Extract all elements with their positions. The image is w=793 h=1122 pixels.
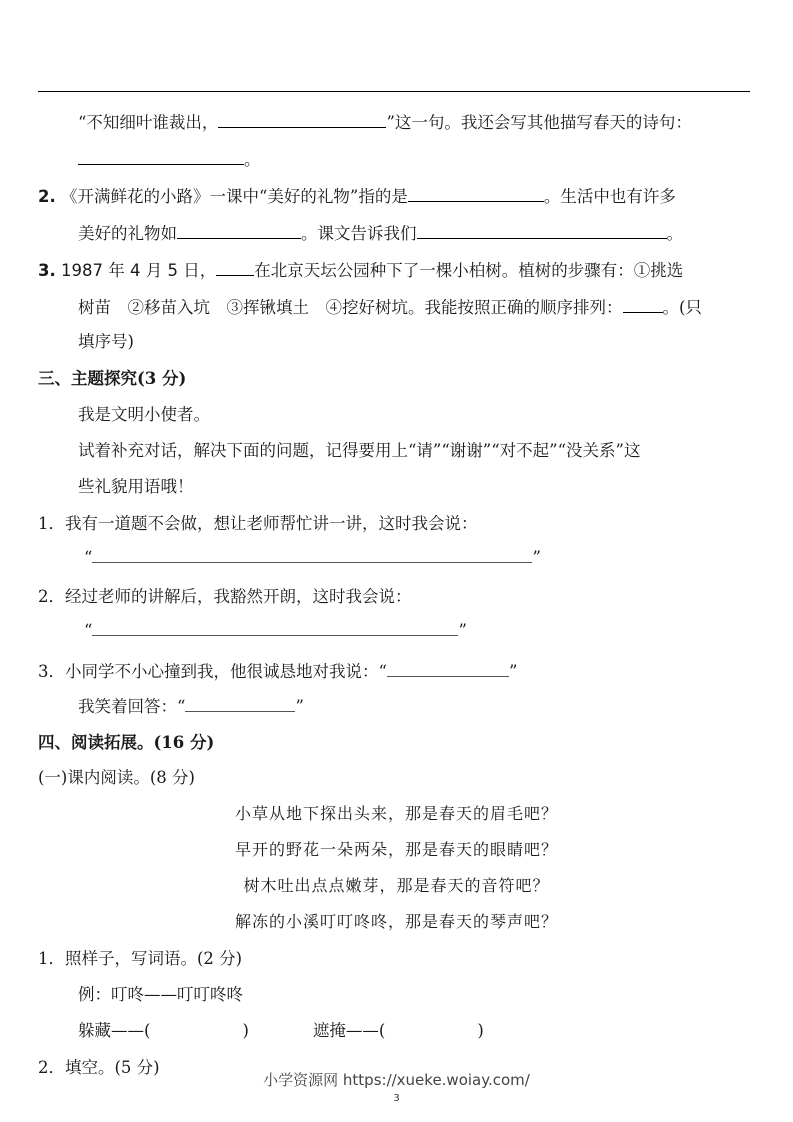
q3-line3 xyxy=(78,331,134,353)
answer-blank[interactable] xyxy=(408,185,544,202)
section3-heading: 三、主题探究(3 分) xyxy=(38,369,187,388)
close-quote: ” xyxy=(295,697,304,716)
answer-blank[interactable] xyxy=(387,660,509,677)
open-quote: “ xyxy=(84,548,93,567)
section3-q2: 2．经过老师的讲解后，我豁然开朗，这时我会说： xyxy=(38,587,412,606)
close-quote: ” xyxy=(458,621,467,640)
section3-q2-answer xyxy=(84,619,467,642)
q3-text-a: 在北京天坛公园种下了一棵小柏树。植树的步骤有：①挑选 xyxy=(254,261,684,280)
item-zheyan: 遮掩——( xyxy=(312,1021,386,1040)
q1-line2 xyxy=(78,148,261,171)
close-quote: ” xyxy=(508,662,518,681)
period: 。 xyxy=(244,150,261,169)
answer-blank[interactable] xyxy=(78,148,244,165)
q2-text-c: 美好的礼物如 xyxy=(78,224,177,243)
q1-line1 xyxy=(78,111,692,134)
answer-blank[interactable] xyxy=(185,695,295,712)
q2-text-b: 。生活中也有许多 xyxy=(543,187,676,206)
section4-q1-items xyxy=(78,1020,484,1042)
section3-intro1: 我是文明小使者。 xyxy=(78,405,210,424)
answer-blank[interactable] xyxy=(216,259,254,276)
page-number: 3 xyxy=(393,1093,400,1104)
q2-text-a: 《开满鲜花的小路》一课中“美好的礼物”指的是 xyxy=(61,187,408,206)
section3-intro2-line2: 些礼貌用语哦！ xyxy=(78,477,194,496)
close-quote: ” xyxy=(532,548,541,567)
section4-heading: 四、阅读拓展。(16 分) xyxy=(38,733,215,752)
q3-text-c: 。(只 xyxy=(662,298,702,317)
section4-q2: 2．填空。(5 分) xyxy=(38,1058,160,1077)
reply-prompt: 我笑着回答：“ xyxy=(78,697,186,716)
period: 。 xyxy=(666,224,683,243)
open-quote: “ xyxy=(84,621,93,640)
q2-line2 xyxy=(78,222,683,245)
section3-q3-reply xyxy=(78,695,304,718)
footer-watermark-link[interactable]: 小学资源网 https://xueke.woiay.com/ xyxy=(263,1071,530,1089)
poem-line-4: 解冻的小溪叮叮咚咚，那是春天的琴声吧？ xyxy=(234,912,558,931)
poem-line-2: 早开的野花一朵两朵，那是春天的眼睛吧？ xyxy=(234,840,558,859)
q1-text-a: “不知细叶谁裁出， xyxy=(78,113,219,132)
answer-blank[interactable] xyxy=(92,546,532,563)
section3-q1-answer xyxy=(84,546,541,569)
section3-q1: 1．我有一道题不会做，想让老师帮忙讲一讲，这时我会说： xyxy=(38,514,478,533)
answer-blank[interactable] xyxy=(218,111,386,128)
q3-text-d: 填序号) xyxy=(78,332,134,351)
q3-line1 xyxy=(38,259,683,282)
q3-text-b: 树苗 ②移苗入坑 ③挥锹填土 ④挖好树坑。我能按照正确的顺序排列： xyxy=(78,298,623,317)
header-rule xyxy=(38,91,750,92)
section4-q1: 1．照样子，写词语。(2 分) xyxy=(38,949,243,968)
section4-sub1: (一)课内阅读。(8 分) xyxy=(38,768,195,787)
answer-blank[interactable] xyxy=(92,619,458,636)
section3-q3 xyxy=(38,660,517,683)
close-paren: ) xyxy=(477,1021,484,1040)
q3-number: 3. xyxy=(38,261,56,280)
item-duocang: 躲藏——( xyxy=(78,1021,151,1040)
q3-date: 1987 年 4 月 5 日， xyxy=(61,261,217,280)
poem-line-3: 树木吐出点点嫩芽，那是春天的音符吧？ xyxy=(243,876,550,895)
q2-line1 xyxy=(38,185,676,208)
close-paren: ) xyxy=(242,1021,249,1040)
q1-text-b: ”这一句。我还会写其他描写春天的诗句： xyxy=(386,113,692,132)
poem-line-1: 小草从地下探出头来，那是春天的眉毛吧？ xyxy=(234,804,558,823)
answer-blank[interactable] xyxy=(177,222,301,239)
section3-intro2-line1: 试着补充对话，解决下面的问题，记得要用上“请”“谢谢”“对不起”“没关系”这 xyxy=(78,441,641,460)
q3-line2 xyxy=(78,296,702,319)
q2-text-d: 。课文告诉我们 xyxy=(301,224,417,243)
q3-prompt: 3．小同学不小心撞到我，他很诚恳地对我说：“ xyxy=(38,662,387,681)
answer-blank[interactable] xyxy=(623,296,663,313)
answer-blank[interactable] xyxy=(417,222,667,239)
q2-number: 2. xyxy=(38,187,56,206)
section4-q1-example: 例：叮咚——叮叮咚咚 xyxy=(78,985,243,1004)
